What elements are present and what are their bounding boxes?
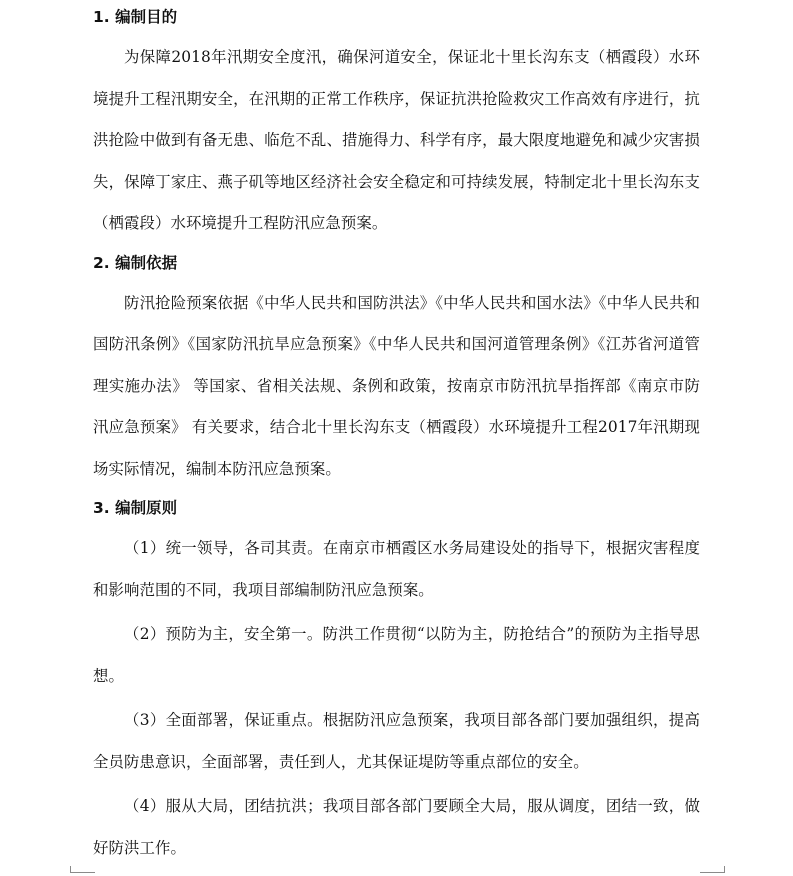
section-heading-basis: 2. 编制依据 xyxy=(93,253,178,272)
principle-item-4: （4）服从大局，团结抗洪；我项目部各部门要顾全大局，服从调度，团结一致，做好防洪工作。 xyxy=(93,797,700,857)
margin-corner-mark-left xyxy=(70,866,95,873)
section-heading-principles: 3. 编制原则 xyxy=(93,499,178,517)
paragraph-purpose: 为保障2018年汛期安全度汛，确保河道安全，保证北十里长沟东支（栖霞段）水环境提升工程汛期安全，在汛期的正常工作秩序，保证抗洪抢险救灾工作高效有序进行，抗洪抢险中做到有备无患、临危不乱、措施得力、科学有序，最大限度地避免和减少灾害损失，保障丁家庄、燕子矶等地区经济社会安全稳定和可持续发展，特制定北十里长沟东支（栖霞段）水环境提升工程防汛应急预案。 xyxy=(93,48,700,232)
principle-item-2: （2）预防为主，安全第一。防洪工作贯彻“以防为主，防抢结合”的预防为主指导思想。 xyxy=(93,625,700,685)
principle-item-1: （1）统一领导，各司其责。在南京市栖霞区水务局建设处的指导下，根据灾害程度和影响范围的不同，我项目部编制防汛应急预案。 xyxy=(93,539,700,599)
section-heading-purpose: 1. 编制目的 xyxy=(93,8,178,26)
margin-corner-mark-right xyxy=(700,866,725,873)
principle-item-3: （3）全面部署，保证重点。根据防汛应急预案，我项目部各部门要加强组织，提高全员防患意识，全面部署，责任到人，尤其保证堤防等重点部位的安全。 xyxy=(93,711,700,771)
document-body xyxy=(93,4,700,869)
paragraph-basis: 防汛抢险预案依据《中华人民共和国防洪法》《中华人民共和国水法》《中华人民共和国防汛条例》《国家防汛抗旱应急预案》《中华人民共和国河道管理条例》《江苏省河道管理实施办法》 等国家、省相关法规、条例和政策，按南京市防汛抗旱指挥部《南京市防汛应急预案》 有关要求，结合北十里长沟东支（栖霞段）水环境提升工程2017年汛期现场实际情况，编制本防汛应急预案。 xyxy=(93,293,700,478)
